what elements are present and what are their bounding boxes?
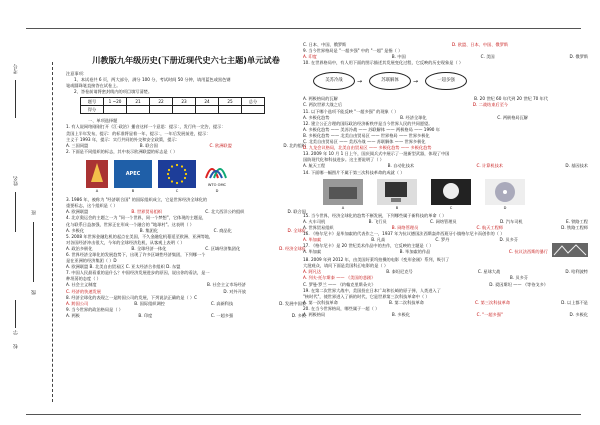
score-cell: 总分: [242, 98, 265, 106]
option-answer[interactable]: A. 列夫·托尔斯泰 —— 《美国的悲剧》: [303, 275, 376, 281]
picture-c[interactable]: [431, 179, 471, 211]
q20-options: [303, 312, 588, 318]
flow-arrow-icon: →: [413, 78, 419, 86]
option[interactable]: D. 以上都不是: [561, 299, 588, 305]
logo-letter: C: [175, 189, 179, 194]
computer-photo-icon: [377, 179, 417, 205]
disc-photo-icon: [485, 179, 525, 205]
picture-letter: B: [395, 205, 399, 210]
seal-line: [52, 62, 53, 402]
option-answer[interactable]: C. 航天工程师: [476, 224, 503, 230]
option[interactable]: B. 毕加索的作品: [399, 249, 431, 255]
question-line: 7. 中国人民最看重的是什么？中国经济发展进步的原因，说出你的看法，是一: [66, 270, 210, 276]
option[interactable]: D. 基因技术: [565, 163, 588, 169]
note-line: 2、答卷前请将密封线内的项目填写清楚。: [74, 89, 153, 95]
question-line: 10. 在世界格局中，有人用下面的图示描述其发展变化过程，它反映的历史现象是（ ）: [303, 60, 464, 66]
question-answer-line: D. 九龙会议格局，北美自由贸易区 —— 多极化趋势 —— 多极化趋势: [303, 145, 432, 151]
option-answer[interactable]: C. 计算机技术: [476, 163, 503, 169]
logo-eu[interactable]: [158, 160, 196, 194]
option[interactable]: C. 商品化: [213, 227, 232, 233]
score-label-cell: 得分: [81, 106, 104, 114]
score-table: [80, 97, 265, 114]
option[interactable]: A. 多极化趋势: [303, 114, 330, 120]
option[interactable]: A. 两极格局的瓦解: [303, 96, 338, 102]
margin-xue: 学: [13, 330, 19, 335]
logo-letter: A: [95, 189, 99, 194]
option[interactable]: C. 美国: [480, 54, 495, 60]
question-line: 4. 北京奥运会的主题之一为 "同一个世界，同一个梦想"，它体现的主题是，: [66, 215, 207, 221]
logo-row: [86, 158, 306, 194]
engine-photo-icon: [323, 179, 363, 205]
question-line: 是在亚洲的经济集团（ ）D: [66, 258, 117, 264]
score-input-cell[interactable]: [127, 106, 150, 114]
wto-logo-text: WTO OMC: [207, 182, 227, 187]
apec-logo-icon: APEC: [114, 160, 152, 188]
question-line: 20. 在当今世界格局，哪些属于一超（ ）: [303, 305, 380, 311]
option[interactable]: D. 发展中国家: [279, 300, 306, 306]
score-cell: 题号: [81, 98, 104, 106]
guernica-painting-icon: [552, 243, 588, 257]
option[interactable]: D. 爱因斯坦 —— 《等待戈多》: [489, 281, 548, 287]
score-input-cell[interactable]: [219, 106, 242, 114]
score-input-cell[interactable]: [242, 106, 265, 114]
option-answer[interactable]: C. 抗议法西斯的暴行: [508, 249, 548, 255]
question-line: 2. 下面是不同组织的标志，其中表示欧洲联盟的标志是（ ）: [66, 148, 178, 154]
option[interactable]: B. 飞行员: [368, 218, 387, 224]
question-line: "核时代"，使世界进入了新的时代，它是世界第三次科技革命中（ ）: [303, 293, 430, 299]
option[interactable]: B. 泰坦尼克号: [386, 269, 413, 275]
question-line: 对各国经济冲击很大，今年的全球经济危机，从客观上表明（ ）: [66, 239, 185, 245]
wto-logo-icon: [202, 158, 232, 182]
option-answer[interactable]: B. 世界贸易组织: [131, 209, 163, 215]
question-line: 6. 世界经济全球化的发展趋势下，出现了许多区域性经济集团，下列哪一个: [66, 251, 206, 257]
option[interactable]: B. 全球经济一体化: [131, 245, 167, 251]
option[interactable]: A. 政治多极化: [66, 245, 93, 251]
option[interactable]: B. 联合国: [139, 142, 158, 148]
score-input-cell[interactable]: [150, 106, 173, 114]
picture-b[interactable]: [377, 179, 417, 211]
option[interactable]: C. 高新科技: [210, 300, 234, 306]
picture-letter: D: [503, 205, 507, 210]
flow-arrow-icon: →: [357, 78, 363, 86]
question-line: 国防现代化和科技进步。这主要说明了（ ）: [303, 157, 384, 163]
question-line: C. 北美自由贸易区 —— 美苏冷战 —— 苏联解体 —— 世界多极化: [303, 139, 426, 145]
section-heading: 一、单项选择题: [88, 118, 118, 124]
q17-block: [303, 243, 588, 257]
question-line: A. 多极化趋势 —— 美苏冷战 —— 苏联解体 —— 两极格局 —— 1990 年: [303, 126, 440, 132]
question-line: 化与联系日益加强，世界正在形成一个融合的 "地球村"。这表明（ ）: [66, 221, 194, 227]
left-column: [66, 32, 306, 319]
question-line: 重要标志，这个组织是（ ）: [66, 203, 118, 209]
notes-heading: 注意事项：: [66, 71, 87, 76]
picture-letter: A: [341, 205, 345, 210]
q17-options: [303, 249, 548, 255]
option[interactable]: C. 罗曼·罗兰 —— 《约翰克里斯朵夫》: [303, 281, 376, 287]
option-answer[interactable]: C. 第三次科技革命: [475, 299, 510, 305]
option[interactable]: D. 哈利波特: [565, 269, 588, 275]
option[interactable]: A. 社会主义制度: [66, 282, 97, 288]
flame-logo-icon: [86, 160, 108, 188]
option[interactable]: C. 网络管理员: [430, 218, 457, 224]
score-cell: 23: [173, 98, 196, 106]
question-line: 主义于 1993 年，提示：实行共同的外交和安全政策，提示：: [66, 136, 180, 142]
bottom-rule: [26, 414, 581, 415]
question-line: A. 欧洲联盟 B. 北美自由贸易区 C. 亚太经济合作组织 D. 东盟: [66, 264, 181, 270]
picture-d[interactable]: [485, 179, 525, 211]
logo-letter: D: [215, 189, 219, 194]
picture-a[interactable]: [323, 179, 363, 211]
score-cell: 25: [219, 98, 242, 106]
option[interactable]: C. 日本、中国、俄罗斯: [303, 42, 347, 47]
score-input-cell[interactable]: [196, 106, 219, 114]
option[interactable]: A. 火车司机: [303, 218, 326, 224]
question-line: 11. 以下哪个选项不能反映 "一超多强" 的现象（ ）: [303, 108, 399, 114]
score-cell: 24: [196, 98, 219, 106]
flow-node-2: 苏联解体: [369, 72, 411, 90]
question-line: 19. 在第二次世界大战中，美国投在日本广岛和长崎的原子弹，人类进入了: [303, 287, 441, 293]
logo-apec[interactable]: [114, 160, 152, 194]
picture-row: [323, 179, 588, 211]
option[interactable]: B. 自动化技术: [387, 163, 415, 169]
option[interactable]: C. 区域经济集团化: [205, 245, 241, 251]
question-line: 9. 当今世界格局是 "一超多强" 中的 "一超" 是指（ ）: [303, 48, 403, 54]
eu-flag-icon: [158, 160, 196, 188]
option[interactable]: A. 世界贸易组织: [303, 224, 334, 230]
option[interactable]: C. 两次世界大战之后: [303, 102, 343, 108]
option-answer[interactable]: C. "一超多强": [476, 312, 503, 317]
option[interactable]: A. 两极格局: [303, 312, 326, 317]
question-line: 3. 1986 年，被称为 "经济联合国" 的国际组织成立，它是世界经济全球化的: [66, 197, 208, 203]
option[interactable]: A. 欧洲联盟: [66, 209, 89, 215]
question-line: 种坦荡的态度（ ）: [66, 276, 101, 282]
question-line: 大批观众，请问下面是美国科幻电影的是（ ）: [303, 263, 389, 269]
option-answer[interactable]: D. 二战结束后至今: [472, 102, 508, 108]
option[interactable]: C. 一超多强: [210, 312, 234, 318]
question-line: 16. 《格尔尼卡》是毕加索的代表作之一，1937 年为抗议德国法西斯轰炸西班牙小镇格尔尼卡而创作的（ ）: [303, 230, 505, 236]
score-input-cell[interactable]: [173, 106, 196, 114]
option[interactable]: C. 星球大战: [477, 269, 501, 275]
question-line: 12. 建立公正合理的国际政治经济新秩序是当今世界人民的共同愿望。: [303, 120, 433, 126]
picture-letter: C: [449, 205, 453, 210]
question-line: 9. 当今世界的政治格局是（ ）: [66, 306, 123, 312]
option-answer[interactable]: D. 全球化: [287, 227, 306, 233]
option[interactable]: B. 凡高: [371, 237, 386, 243]
margin-xiao: 校: [13, 344, 19, 349]
q9-options: [66, 313, 306, 319]
flow-node-3: 一超多强: [425, 72, 467, 90]
option[interactable]: D. 铁路工程师: [561, 224, 588, 230]
logo-a[interactable]: [86, 160, 108, 194]
kaohao-blank[interactable]: [15, 80, 17, 118]
option[interactable]: B. 经济全球化: [400, 114, 427, 120]
margin-ji: 级: [31, 290, 37, 295]
score-cell: 1 ~20: [104, 98, 127, 106]
question-line: 美国上半年发布，提示：的标准将显着一年，提示：，一年后发展前进，提示：: [66, 130, 211, 136]
flow-node-1: 美苏冷战: [313, 72, 355, 90]
banji-blank[interactable]: [33, 222, 35, 282]
right-column: [303, 32, 588, 318]
question-line: 14. 下面哪一幅图片不属于第三次科技革命的成就（ ）: [303, 169, 405, 175]
margin-ban: 班: [31, 210, 37, 215]
option[interactable]: C. 罗丹: [435, 237, 450, 243]
option-answer[interactable]: A. 印度: [303, 54, 317, 60]
xuexiao-blank[interactable]: [15, 300, 17, 328]
option[interactable]: A. 三国同盟: [66, 142, 89, 148]
question-line: 15. 当今世界，经济全球化的趋势不断发展，下列哪些属于新科技的革命（ ）: [303, 212, 447, 218]
option[interactable]: B. 国际组织调控: [134, 300, 165, 306]
option[interactable]: B. 集团化: [139, 227, 158, 233]
option-answer[interactable]: C. 经济的快速发展: [66, 288, 101, 294]
score-header-row: [81, 98, 265, 106]
option[interactable]: B. 多极化: [391, 312, 410, 317]
option[interactable]: E. 铁路工程: [565, 218, 588, 224]
option[interactable]: D. 北约组织: [283, 142, 306, 148]
option[interactable]: D. 多极: [291, 312, 306, 318]
question-line: 13. 2009 年 10 月 1 日上午，国庆阅兵式中展示了一批新型武器，体现了中国: [303, 151, 450, 157]
score-value-row: [81, 106, 265, 114]
score-cell: 21: [127, 98, 150, 106]
margin-kaohao: 考号: [13, 64, 19, 74]
note-line: 1、本试卷共 6 页，两大部分，满分 100 分，考试时间 50 分钟，请用蓝色或黑色钢: [74, 77, 231, 83]
option[interactable]: B. 中国: [391, 54, 406, 60]
top-rule: [26, 28, 581, 29]
question-line: B. 多极化趋势 —— 北美自由贸易区 —— 世界格局 —— 世界多极化: [303, 132, 430, 138]
option[interactable]: D. 贝多芬: [499, 237, 518, 243]
option[interactable]: D. 对外开放: [223, 288, 246, 294]
option[interactable]: D. 联合国: [287, 209, 306, 215]
question-line: 5. 2008 年世界金融危机的起点在美国，不久金融危机蔓延至欧洲、亚洲等地，: [66, 233, 214, 239]
option[interactable]: B. 社会主义市场经济: [206, 282, 246, 288]
option[interactable]: A. 毕加索: [303, 249, 322, 255]
option-answer[interactable]: D. 欧盟、日本、中国、俄罗斯: [451, 42, 508, 47]
option[interactable]: A. 多极化: [66, 227, 85, 233]
option[interactable]: A. 两极: [66, 312, 80, 318]
option-answer[interactable]: B. 网络管理员: [391, 224, 419, 230]
option-answer[interactable]: C. 欧洲联盟: [209, 142, 232, 148]
flow-diagram: [303, 68, 588, 94]
option[interactable]: B. 贝多芬: [509, 275, 528, 281]
score-input-cell[interactable]: [104, 106, 127, 114]
question-line: 1. 有人说网络刚刚打开《江·政治》播音这样一个意思：提示：，发行传一完告，提示：: [66, 124, 226, 130]
logo-wto[interactable]: [202, 158, 232, 194]
option[interactable]: A. 第一次科技革命: [303, 299, 338, 305]
option[interactable]: B. 第二次科技革命: [388, 299, 424, 305]
question-line: 17. 《格尔尼卡》是 20 世纪美术作品中的杰作，它反映的主题是（ ）: [303, 243, 434, 249]
exam-title: 川教版九年级历史(下册近现代史六七主题)单元试卷: [92, 55, 280, 65]
option[interactable]: B. 20 世纪 60 年代到 20 世纪 70 年代: [474, 96, 548, 102]
option-answer[interactable]: A. 毕加索: [303, 237, 322, 243]
option[interactable]: D. 俄罗斯: [569, 54, 588, 60]
score-cell: 22: [150, 98, 173, 106]
option[interactable]: C. 北大西洋公约组织: [205, 209, 245, 215]
question-line: 18. 2009 年到 2012 年，由美国好莱坞拍摄的电影《变形金刚》系列，吸引了: [303, 257, 450, 263]
option[interactable]: D. 汽车司机: [499, 218, 523, 224]
option[interactable]: A. 航天工程: [303, 163, 326, 169]
option[interactable]: C. 两极格局瓦解: [497, 114, 528, 120]
astronaut-photo-icon: [431, 179, 471, 205]
option-answer[interactable]: A. 跨国公司: [66, 300, 89, 306]
option[interactable]: B. 印度: [138, 312, 153, 318]
margin-xingming: 姓名: [13, 176, 19, 186]
question-line: 8. 经济全球化的表现之一是跨国公司的发展，下列说法正确的是（ ）C: [66, 294, 198, 300]
logo-letter: B: [131, 189, 135, 194]
option[interactable]: D. 多极化: [569, 312, 588, 317]
xingming-blank[interactable]: [15, 192, 17, 232]
note-line: 笔或圆珠笔直接答在试卷上。: [66, 83, 121, 89]
option-answer[interactable]: A. 阿凡达: [303, 269, 322, 275]
option-answer[interactable]: D. 经济全球化: [279, 245, 306, 251]
